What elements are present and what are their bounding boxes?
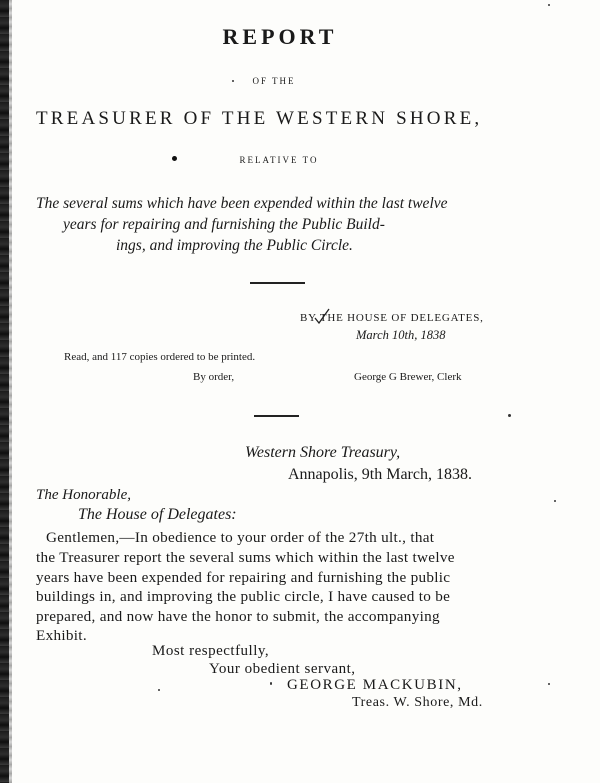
letter-body-line: Exhibit. (36, 627, 87, 644)
signature-title: Treas. W. Shore, Md. (352, 695, 483, 710)
book-binding (0, 0, 9, 783)
report-title: REPORT (222, 24, 338, 49)
subject-line-1: The several sums which have been expended within the last twelve (36, 195, 448, 212)
treasurer-heading: TREASURER OF THE WESTERN SHORE, (36, 108, 483, 129)
ink-speck (270, 682, 272, 685)
ink-speck (548, 683, 550, 685)
divider-rule (250, 282, 305, 284)
ink-speck (232, 80, 234, 82)
letter-body-line: Gentlemen,—In obedience to your order of the 27th ult., that (46, 529, 435, 546)
printing-order-note: Read, and 117 copies ordered to be printed. (64, 351, 256, 363)
house-date: March 10th, 1838 (356, 328, 446, 342)
relative-to-label: RELATIVE TO (239, 155, 319, 165)
divider-rule (254, 415, 299, 417)
ink-speck (554, 500, 556, 502)
ink-speck (548, 4, 550, 6)
ink-speck (158, 689, 160, 691)
salutation-honorable: The Honorable, (36, 487, 131, 503)
signature-name: GEORGE MACKUBIN, (287, 677, 463, 693)
by-house-of-delegates: BY THE HOUSE OF DELEGATES, (300, 312, 484, 324)
salutation-house: The House of Delegates: (78, 506, 237, 523)
ink-speck (508, 414, 511, 417)
letter-body-line: buildings in, and improving the public circle, I have caused to be (36, 588, 451, 605)
closing-respectfully: Most respectfully, (152, 643, 270, 659)
treasury-heading: Western Shore Treasury, (245, 444, 401, 461)
of-the-label: OF THE (252, 76, 296, 86)
subject-line-2: years for repairing and furnishing the Public Build- (63, 216, 385, 233)
letter-body-line: prepared, and now have the honor to submit, the accompanying (36, 608, 440, 625)
clerk-name: George G Brewer, Clerk (354, 371, 462, 383)
letter-body-line: the Treasurer report the several sums which within the last twelve (36, 549, 455, 566)
letter-date: Annapolis, 9th March, 1838. (288, 466, 472, 483)
subject-line-3: ings, and improving the Public Circle. (116, 237, 353, 254)
binding-edge (9, 0, 12, 783)
closing-servant: Your obedient servant, (209, 661, 356, 677)
by-order-label: By order, (193, 371, 235, 383)
letter-body-line: years have been expended for repairing and furnishing the public (36, 569, 451, 586)
